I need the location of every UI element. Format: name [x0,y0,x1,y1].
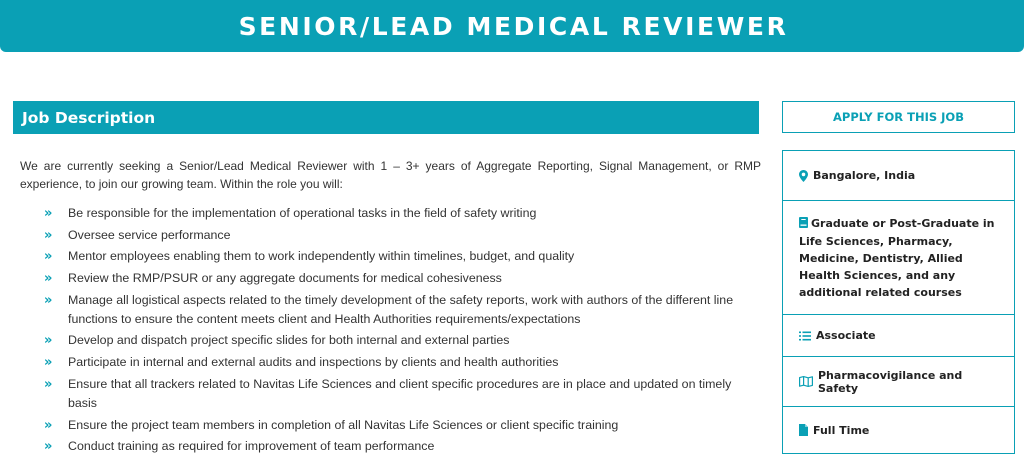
title-banner [0,0,1024,52]
double-chevron-right-icon: » [44,439,52,455]
responsibility-item [44,226,760,245]
responsibility-item [44,353,760,372]
responsibility-text: Participate in internal and external audits and inspections by clients and health authorities [68,355,559,370]
job-info-box [782,150,1015,454]
map-icon [799,376,813,387]
education-row [783,201,1014,315]
double-chevron-right-icon: » [44,333,52,349]
responsibility-text: Conduct training as required for improvement of team performance [68,439,435,454]
responsibility-item [44,437,760,456]
page-title: SENIOR/LEAD MEDICAL REVIEWER [238,11,789,41]
double-chevron-right-icon: » [44,376,52,392]
responsibilities-list [44,204,760,459]
job-intro: We are currently seeking a Senior/Lead Medical Reviewer with 1 – 3+ years of Aggregate Reporting, Signal Management, or RMP experience, to join our growing team. Within the role you will: [20,159,761,191]
responsibility-item [44,204,760,223]
location-value: Bangalore, India [813,169,916,182]
double-chevron-right-icon: » [44,249,52,265]
responsibility-item [44,269,760,288]
double-chevron-right-icon: » [44,227,52,243]
job-description-header [13,101,759,134]
book-icon [799,216,808,233]
education-value: Graduate or Post-Graduate in Life Sciences, Pharmacy, Medicine, Dentistry, Allied Health Sciences, and any additional related courses [799,217,995,299]
responsibility-item [44,247,760,266]
responsibility-item [44,375,760,413]
responsibility-text: Review the RMP/PSUR or any aggregate documents for medical cohesiveness [68,271,502,286]
list-icon [799,331,811,341]
map-pin-icon [799,170,808,182]
responsibility-text: Develop and dispatch project specific slides for both internal and external parties [68,333,510,348]
responsibility-text: Be responsible for the implementation of operational tasks in the field of safety writing [68,206,537,220]
double-chevron-right-icon: » [44,417,52,433]
department-row [783,357,1014,407]
responsibility-text: Ensure that all trackers related to Navitas Life Sciences and client specific procedures are in place and updated on timely basis [68,376,732,410]
double-chevron-right-icon: » [44,292,52,308]
responsibility-text: Oversee service performance [68,227,231,242]
responsibility-item [44,416,760,435]
responsibility-item [44,331,760,350]
responsibility-text: Ensure the project team members in completion of all Navitas Life Sciences or client specific training [68,417,619,432]
double-chevron-right-icon: » [44,355,52,371]
job-description-heading: Job Description [22,108,156,127]
apply-for-job-button[interactable]: APPLY FOR THIS JOB [782,101,1015,133]
double-chevron-right-icon: » [44,206,52,221]
department-value: Pharmacovigilance and Safety [818,368,963,395]
double-chevron-right-icon: » [44,271,52,287]
employment-type-value: Full Time [813,423,870,437]
employment-type-row [783,407,1014,453]
location-row [783,151,1014,201]
document-icon [799,424,808,436]
level-value: Associate [816,329,876,342]
level-row [783,315,1014,357]
responsibility-text: Mentor employees enabling them to work independently within timelines, budget, and quality [68,249,575,264]
education-text [799,215,1004,301]
responsibility-item [44,291,760,329]
responsibility-text: Manage all logistical aspects related to the timely development of the safety reports, work with authors of the different line functions to ensure the content meets client and Health Authorities requirements/expectations [68,292,734,326]
